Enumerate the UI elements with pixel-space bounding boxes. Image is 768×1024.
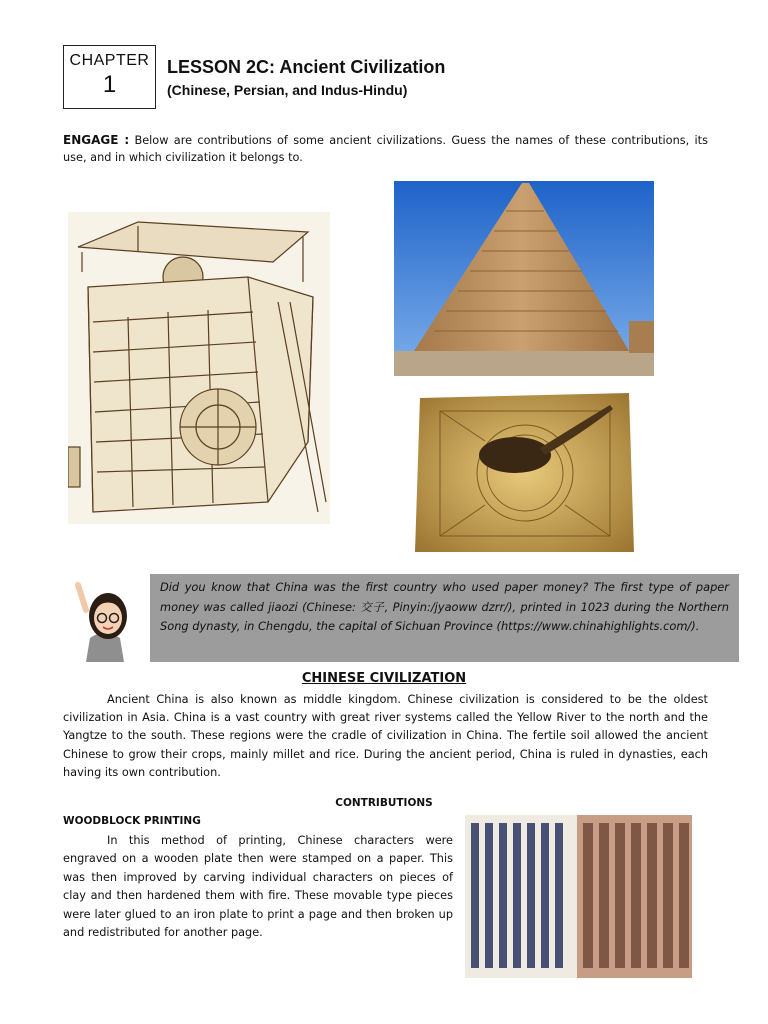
chinese-civilization-heading: CHINESE CIVILIZATION bbox=[301, 671, 467, 686]
yakhchal-ice-house-image bbox=[394, 181, 654, 376]
woodblock-print-image bbox=[465, 815, 692, 978]
lesson-title: LESSON 2C: Ancient Civilization bbox=[167, 57, 446, 77]
engage-paragraph bbox=[63, 132, 708, 166]
astronomical-clock-tower-image bbox=[68, 212, 330, 524]
chinese-civilization-paragraph bbox=[63, 691, 708, 782]
chapter-number: 1 bbox=[102, 71, 117, 98]
woodblock-printing-paragraph bbox=[63, 832, 453, 942]
engage-text: Below are contributions of some ancient civilizations. Guess the names of these contributions, its use, and in which civilization it belongs to. bbox=[63, 134, 708, 164]
south-pointing-spoon-compass-image bbox=[415, 393, 634, 552]
lesson-subtitle: (Chinese, Persian, and Indus-Hindu) bbox=[167, 82, 408, 98]
woodblock-printing-text: In this method of printing, Chinese characters were engraved on a wooden plate then were stamped on a paper. This was then improved by carving individual characters on pieces of clay and then hardened them with fire. These movable type pieces were later glued to an iron plate to print a page and then broken up and redistributed for another page. bbox=[63, 834, 453, 940]
teacher-avatar bbox=[70, 580, 138, 662]
contributions-heading: CONTRIBUTIONS bbox=[335, 797, 433, 809]
woodblock-printing-heading: WOODBLOCK PRINTING bbox=[63, 815, 201, 827]
chinese-civilization-text: Ancient China is also known as middle kingdom. Chinese civilization is considered to be the oldest civilization in Asia. China is a vast country with great river systems called the Yellow River to the north and the Yangtze to the south. These regions were the cradle of civilization in China. The fertile soil allowed the ancient Chinese to grow their crops, mainly millet and rice. During the ancient period, China is ruled in dynasties, each having its own contribution. bbox=[63, 693, 708, 779]
chapter-label: CHAPTER bbox=[69, 52, 150, 69]
did-you-know-box: Did you know that China was the first country who used paper money? The first type of paper money was called jiaozi (Chinese: 交子, Pinyin:/jyaoww dzrr/), printed in 1023 during the Northern Song dynasty, in Chengdu, the capital of Sichuan Province (https://www.chinahighlights.com/). bbox=[150, 574, 739, 662]
chapter-box bbox=[63, 45, 156, 109]
engage-label: ENGAGE : bbox=[63, 133, 130, 147]
